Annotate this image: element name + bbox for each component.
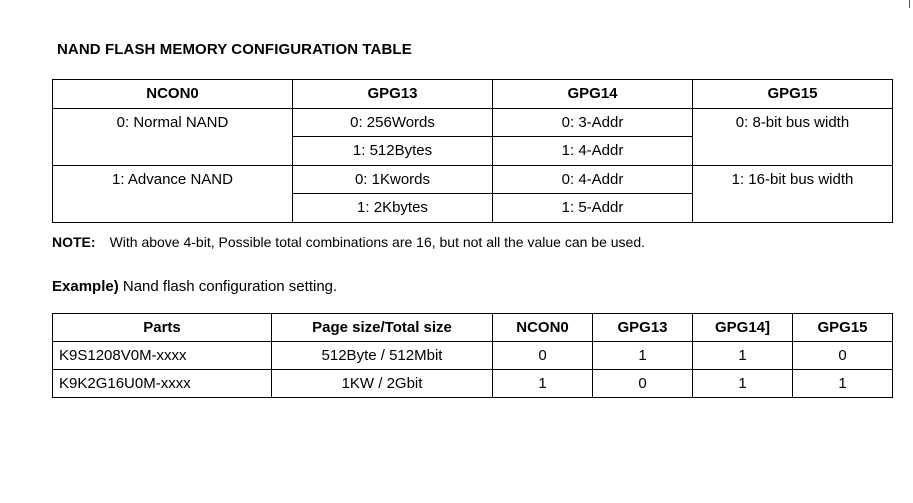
- header-parts: Parts: [53, 314, 272, 342]
- cell-ncon0: 0: [493, 342, 593, 370]
- cell-gpg13: 1: 512Bytes: [293, 137, 493, 166]
- table-row: [53, 370, 893, 398]
- cell-size: 1KW / 2Gbit: [272, 370, 493, 398]
- example-header-row: [53, 314, 893, 342]
- cell-gpg14: 0: 4-Addr: [493, 165, 693, 194]
- note: [52, 234, 645, 250]
- cell-gpg13: 0: 256Words: [293, 108, 493, 137]
- cell-gpg14: 0: 3-Addr: [493, 108, 693, 137]
- note-text: With above 4-bit, Possible total combinations are 16, but not all the value can be used.: [109, 234, 645, 250]
- header-gpg13: GPG13: [293, 80, 493, 109]
- header-gpg14: GPG14: [493, 80, 693, 109]
- cell-part: K9S1208V0M-xxxx: [53, 342, 272, 370]
- header-ncon0: NCON0: [53, 80, 293, 109]
- page-edge-line: [909, 0, 910, 8]
- header-gpg15: GPG15: [793, 314, 893, 342]
- header-gpg13: GPG13: [593, 314, 693, 342]
- cell-gpg13: 1: [593, 342, 693, 370]
- cell-ncon0-normal: 0: Normal NAND: [53, 108, 293, 165]
- table-row: [53, 108, 893, 137]
- config-header-row: [53, 80, 893, 109]
- table-row: [53, 165, 893, 194]
- header-gpg14: GPG14]: [693, 314, 793, 342]
- cell-gpg15: 1: [793, 370, 893, 398]
- cell-ncon0: 1: [493, 370, 593, 398]
- cell-gpg13: 0: [593, 370, 693, 398]
- table-row: [53, 342, 893, 370]
- example-table: [52, 313, 893, 398]
- config-table: [52, 79, 893, 223]
- cell-size: 512Byte / 512Mbit: [272, 342, 493, 370]
- example-text: Nand flash configuration setting.: [118, 278, 338, 295]
- cell-gpg15: 0: [793, 342, 893, 370]
- example-label: Example): [52, 278, 119, 295]
- table-title: NAND FLASH MEMORY CONFIGURATION TABLE: [57, 41, 412, 58]
- cell-gpg14: 1: 4-Addr: [493, 137, 693, 166]
- note-label: NOTE:: [52, 234, 96, 250]
- cell-part: K9K2G16U0M-xxxx: [53, 370, 272, 398]
- example-heading: [52, 278, 337, 295]
- cell-gpg13: 0: 1Kwords: [293, 165, 493, 194]
- cell-gpg14: 1: 5-Addr: [493, 194, 693, 223]
- cell-ncon0-advance: 1: Advance NAND: [53, 165, 293, 222]
- cell-gpg14: 1: [693, 370, 793, 398]
- cell-gpg14: 1: [693, 342, 793, 370]
- header-page-size: Page size/Total size: [272, 314, 493, 342]
- header-ncon0: NCON0: [493, 314, 593, 342]
- cell-gpg13: 1: 2Kbytes: [293, 194, 493, 223]
- cell-gpg15-8bit: 0: 8-bit bus width: [693, 108, 893, 165]
- header-gpg15: GPG15: [693, 80, 893, 109]
- cell-gpg15-16bit: 1: 16-bit bus width: [693, 165, 893, 222]
